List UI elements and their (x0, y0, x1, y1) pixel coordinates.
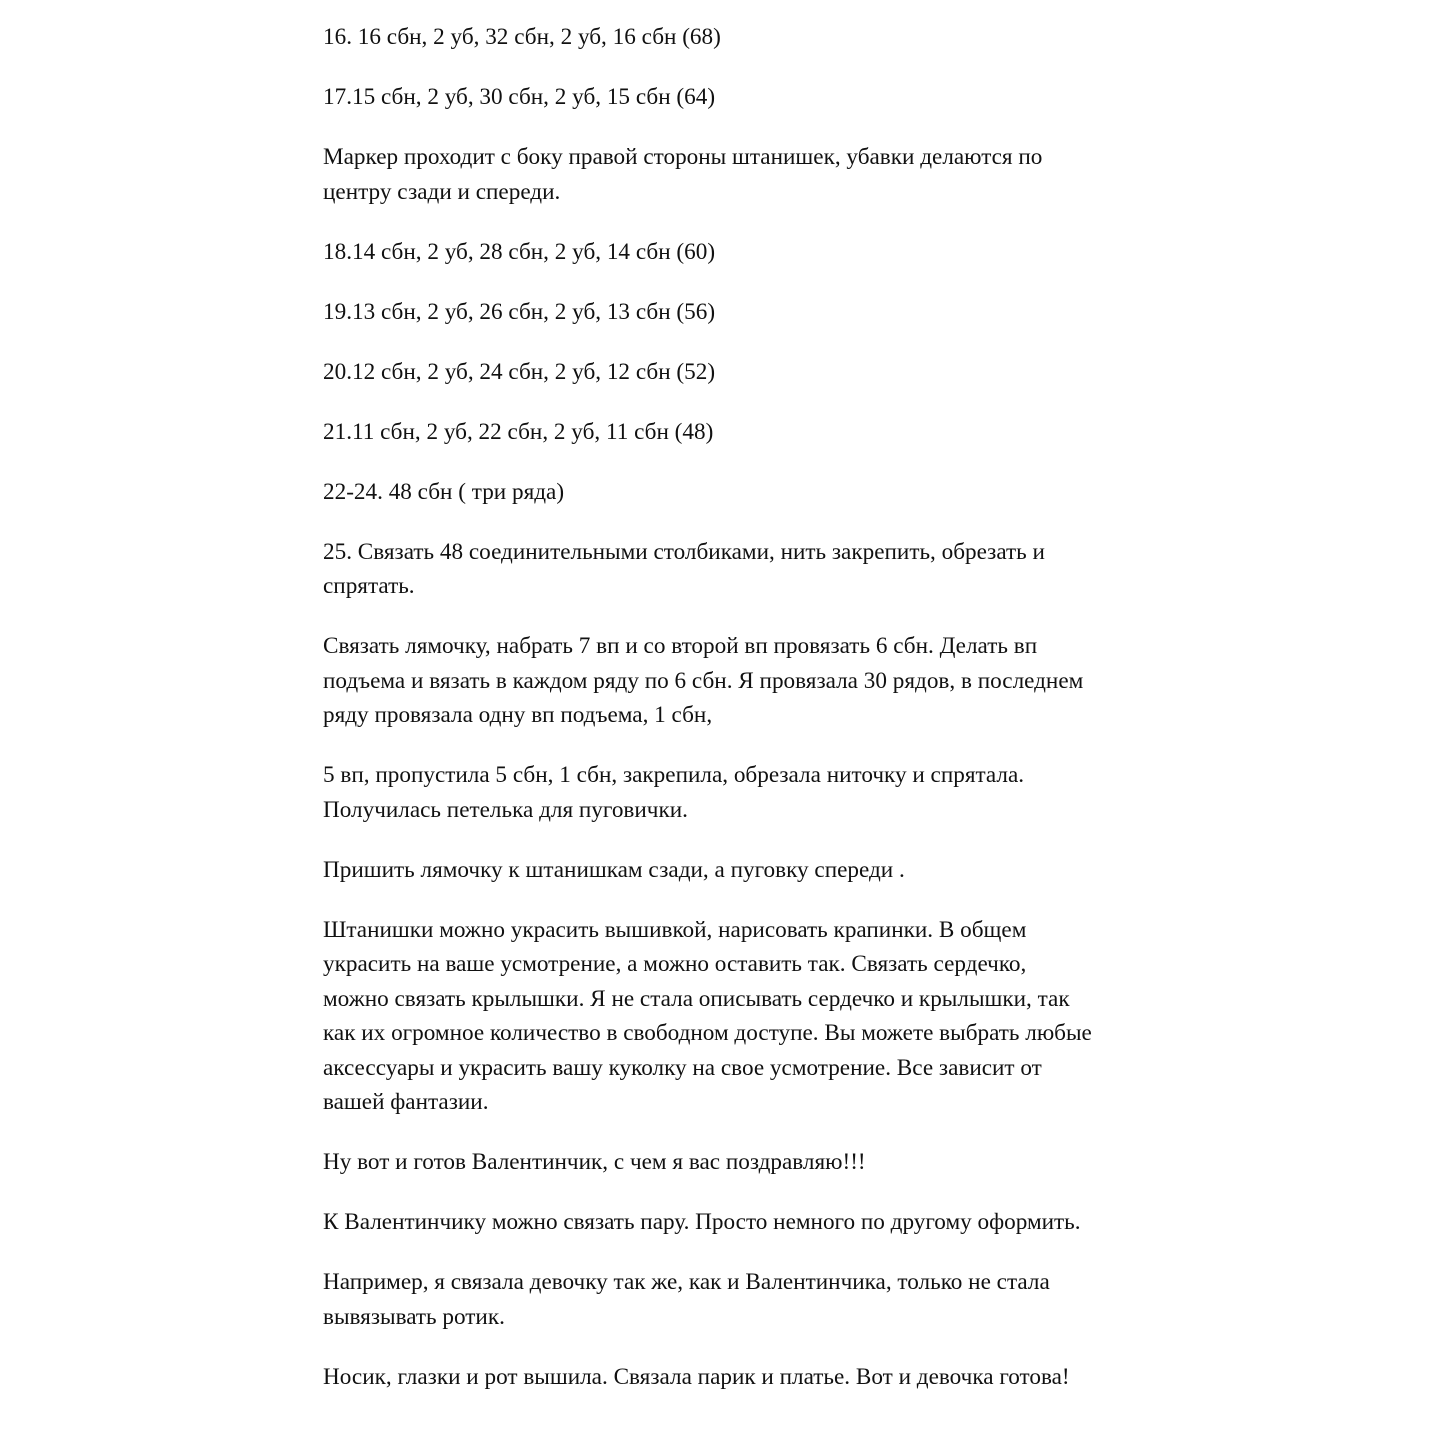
text-line: украсить на ваше усмотрение, а можно оставить так. Связать сердечко, (323, 951, 1027, 977)
paragraph (323, 535, 1203, 604)
paragraph (323, 853, 1203, 888)
paragraph (323, 1360, 1203, 1395)
text-line: Например, я связала девочку так же, как и Валентинчика, только не стала (323, 1269, 1050, 1295)
text-line: Пришить лямочку к штанишкам сзади, а пуговку спереди . (323, 856, 905, 883)
text-line: 19.13 сбн, 2 уб, 26 сбн, 2 уб, 13 сбн (56) (323, 298, 716, 325)
text-line: подъема и вязать в каждом ряду по 6 сбн. Я провязала 30 рядов, в последнем (323, 667, 1084, 694)
text-line: вашей фантазии. (323, 1089, 489, 1115)
paragraph (323, 295, 1203, 330)
paragraph (323, 475, 1203, 510)
text-line: 18.14 сбн, 2 уб, 28 сбн, 2 уб, 14 сбн (60) (323, 238, 716, 265)
paragraph (323, 1145, 1203, 1180)
text-line: Носик, глазки и рот вышила. Связала парик и платье. Вот и девочка готова! (323, 1363, 1070, 1390)
paragraph (323, 80, 1203, 115)
text-line: Маркер проходит с боку правой стороны штанишек, убавки делаются по (323, 144, 1043, 170)
paragraph (323, 913, 1203, 1120)
text-line: 20.12 сбн, 2 уб, 24 сбн, 2 уб, 12 сбн (52) (323, 358, 716, 385)
text-line: 22-24. 48 сбн ( три ряда) (323, 478, 565, 505)
paragraph (323, 1265, 1203, 1334)
text-line: вывязывать ротик. (323, 1303, 505, 1330)
text-line: К Валентинчику можно связать пару. Просто немного по другому оформить. (323, 1209, 1081, 1235)
text-line: ряду провязала одну вп подъема, 1 сбн, (323, 702, 713, 728)
paragraph (323, 355, 1203, 390)
paragraph (323, 629, 1203, 733)
text-line: 5 вп, пропустила 5 сбн, 1 сбн, закрепила, обрезала ниточку и спрятала. (323, 762, 1025, 788)
text-line: можно связать крылышки. Я не стала описывать сердечко и крылышки, так (323, 985, 1070, 1012)
paragraph (323, 1205, 1203, 1240)
paragraph (323, 235, 1203, 270)
text-line: Связать лямочку, набрать 7 вп и со второй вп провязать 6 сбн. Делать вп (323, 633, 1038, 659)
text-line: как их огромное количество в свободном доступе. Вы можете выбрать любые (323, 1020, 1092, 1046)
text-line: Штанишки можно украсить вышивкой, нарисовать крапинки. В общем (323, 916, 1027, 943)
text-line: Ну вот и готов Валентинчик, с чем я вас поздравляю!!! (323, 1149, 866, 1175)
text-line: Получилась петелька для пуговички. (323, 796, 688, 823)
text-line: 21.11 сбн, 2 уб, 22 сбн, 2 уб, 11 сбн (48) (323, 418, 714, 445)
paragraph (323, 415, 1203, 450)
text-line: спрятать. (323, 573, 415, 599)
text-line: 25. Связать 48 соединительными столбиками, нить закрепить, обрезать и (323, 538, 1045, 565)
paragraph (323, 140, 1203, 209)
text-line: центру сзади и спереди. (323, 178, 561, 205)
text-line: аксессуары и украсить вашу куколку на свое усмотрение. Все зависит от (323, 1054, 1042, 1081)
paragraph (323, 758, 1203, 827)
text-line: 17.15 сбн, 2 уб, 30 сбн, 2 уб, 15 сбн (64) (323, 84, 716, 110)
text-line: 16. 16 сбн, 2 уб, 32 сбн, 2 уб, 16 сбн (68) (323, 24, 721, 50)
document-body (323, 20, 1203, 1420)
paragraph (323, 20, 1203, 55)
